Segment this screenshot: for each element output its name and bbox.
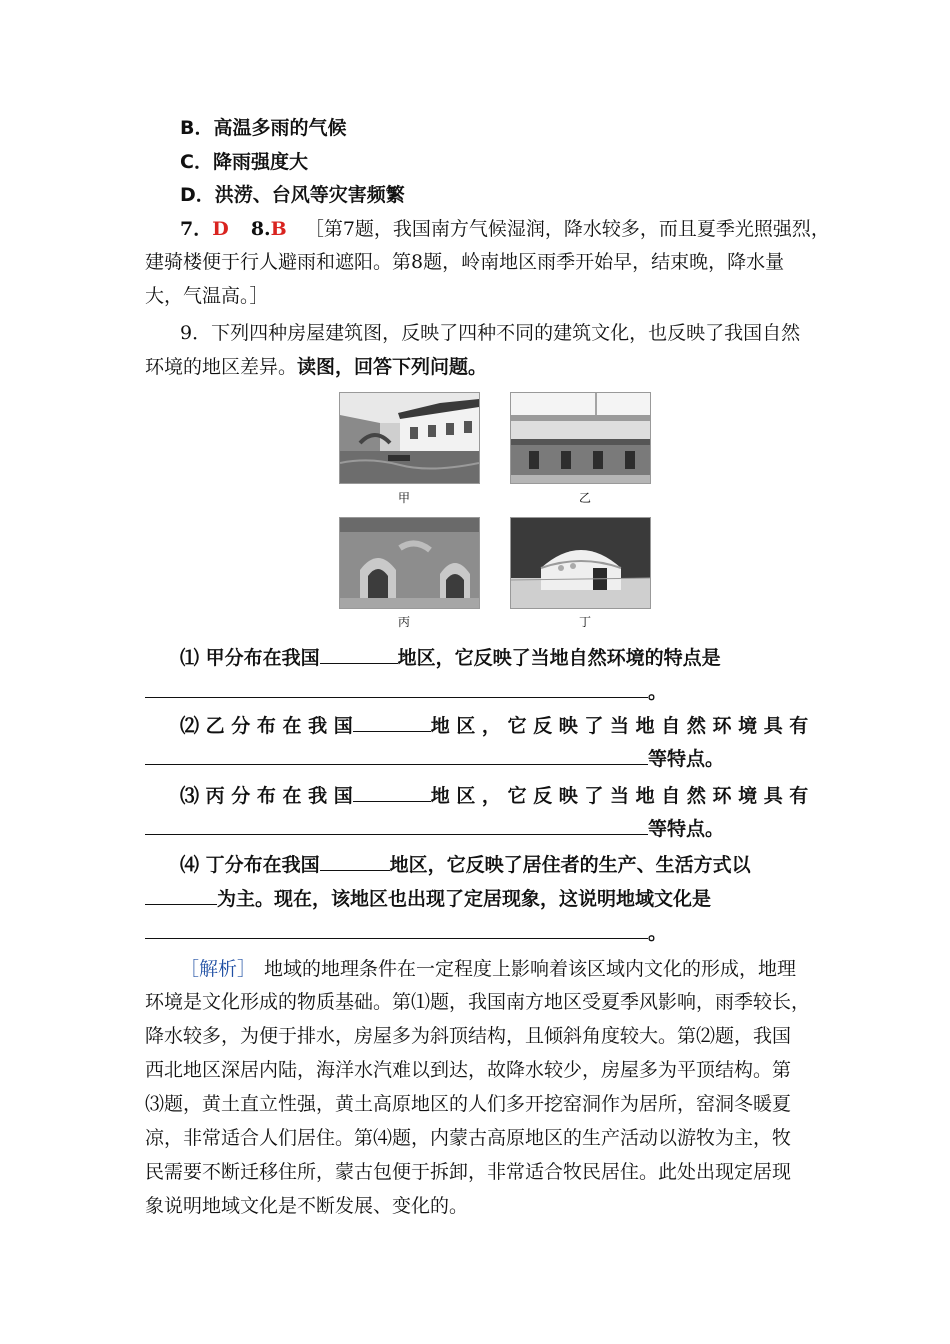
q9-sub2-line2 <box>145 746 810 771</box>
analysis-tag: ［解析］ <box>180 958 257 980</box>
q9-sub2-tail: 等特点。 <box>648 748 725 770</box>
analysis-line4: 西北地区深居内陆，海洋水汽难以到达，故降水较少，房屋多为平顶结构。第 <box>145 1059 792 1081</box>
q7-answer: D <box>212 218 229 240</box>
q9-sub1-blank-region[interactable] <box>320 645 398 664</box>
answer-7-8-line <box>180 217 830 241</box>
q9-sub4-blank-region[interactable] <box>320 852 390 871</box>
caption-jia: 甲 <box>397 491 410 505</box>
analysis-line3: 降水较多，为便于排水，房屋多为斜顶结构，且倾斜角度较大。第⑵题，我国 <box>145 1025 792 1047</box>
q9-stem-line2 <box>145 355 810 379</box>
answer-explanation-part1: ［第7题，我国南方气候湿润，降水较多，而且夏季光照强烈， <box>304 218 830 240</box>
q9-stem-line1: 9．下列四种房屋建筑图，反映了四种不同的建筑文化，也反映了我国自然 <box>180 322 801 344</box>
analysis-text-1: 地域的地理条件在一定程度上影响着该区域内文化的形成，地理 <box>264 958 797 980</box>
photo-bing-cave-dwelling <box>339 517 480 609</box>
option-b: B．高温多雨的气候 <box>180 117 347 139</box>
analysis-line5: ⑶题，黄土直立性强，黄土高原地区的人们多开挖窑洞作为居所，窑洞冬暖夏 <box>145 1093 792 1115</box>
analysis-line2: 环境是文化形成的物质基础。第⑴题，我国南方地区受夏季风影响，雨季较长， <box>145 991 811 1013</box>
water-town-illustration <box>340 393 479 483</box>
q9-sub1-period: 。 <box>648 681 668 703</box>
q9-sub1-line2 <box>145 679 810 704</box>
q9-sub1-blank-feature[interactable] <box>145 679 648 698</box>
q9-sub4-blank-lifestyle[interactable] <box>145 886 217 905</box>
q9-sub3-line1 <box>180 783 810 808</box>
q9-sub4-period: 。 <box>648 922 668 944</box>
answer-explanation-part2: 建骑楼便于行人避雨和遮阳。第8题，岭南地区雨季开始早，结束晚，降水量 <box>145 251 785 273</box>
caption-yi: 乙 <box>578 491 591 505</box>
flat-roof-illustration <box>511 393 650 483</box>
photo-ding-yurt <box>510 517 651 609</box>
photo-yi-flat-roof-houses <box>510 392 651 484</box>
q9-sub3-blank-feature[interactable] <box>145 816 648 835</box>
cave-dwelling-illustration <box>340 518 479 608</box>
q9-sub1-suffix: 地区，它反映了当地自然环境的特点是 <box>397 647 721 669</box>
analysis-line1 <box>180 957 810 981</box>
caption-ding: 丁 <box>578 615 591 629</box>
analysis-line6: 凉，非常适合人们居住。第⑷题，内蒙古高原地区的生产活动以游牧为主，牧 <box>145 1127 792 1149</box>
answer-explanation-part3: 大，气温高。］ <box>145 285 269 307</box>
q9-sub3-suffix: 地 区 ， 它 反 映 了 当 地 自 然 环 境 具 有 <box>430 785 809 807</box>
q9-sub1-prefix: ⑴ 甲分布在我国 <box>180 647 320 669</box>
photo-jia-water-town <box>339 392 480 484</box>
q9-sub3-line2 <box>145 816 810 841</box>
yurt-illustration <box>511 518 650 608</box>
q9-sub4-line2 <box>145 886 810 911</box>
q9-stem-context: 环境的地区差异。 <box>145 356 298 378</box>
caption-bing: 丙 <box>397 615 410 629</box>
q9-sub4-line1 <box>180 852 810 877</box>
option-c: C．降雨强度大 <box>180 151 308 173</box>
q7-number: 7． <box>180 218 213 240</box>
q8-number: 8. <box>250 218 271 240</box>
q8-answer: B <box>270 218 287 240</box>
q9-sub3-tail: 等特点。 <box>648 818 725 840</box>
analysis-line8: 象说明地域文化是不断发展、变化的。 <box>145 1195 469 1217</box>
q9-sub4-middle: 为主。现在，该地区也出现了定居现象，这说明地域文化是 <box>217 888 712 910</box>
q9-sub2-suffix: 地 区 ， 它 反 映 了 当 地 自 然 环 境 具 有 <box>430 715 809 737</box>
q9-sub2-line1 <box>180 713 810 738</box>
q9-sub4-blank-culture[interactable] <box>145 920 648 939</box>
q9-sub2-prefix: ⑵ 乙 分 布 在 我 国 <box>180 715 353 737</box>
q9-sub4-prefix: ⑷ 丁分布在我国 <box>180 854 320 876</box>
q9-sub2-blank-region[interactable] <box>353 713 431 732</box>
q9-sub2-blank-feature[interactable] <box>145 746 648 765</box>
q9-sub1-line1 <box>180 645 810 670</box>
q9-sub4-suffix: 地区，它反映了居住者的生产、生活方式以 <box>389 854 751 876</box>
q9-sub3-prefix: ⑶ 丙 分 布 在 我 国 <box>180 785 353 807</box>
q9-stem-instruction: 读图，回答下列问题。 <box>297 356 488 378</box>
analysis-line7: 民需要不断迁移住所，蒙古包便于拆卸，非常适合牧民居住。此处出现定居现 <box>145 1161 792 1183</box>
q9-sub4-line3 <box>145 920 810 945</box>
q9-sub3-blank-region[interactable] <box>353 783 431 802</box>
option-d: D．洪涝、台风等灾害频繁 <box>180 184 405 206</box>
